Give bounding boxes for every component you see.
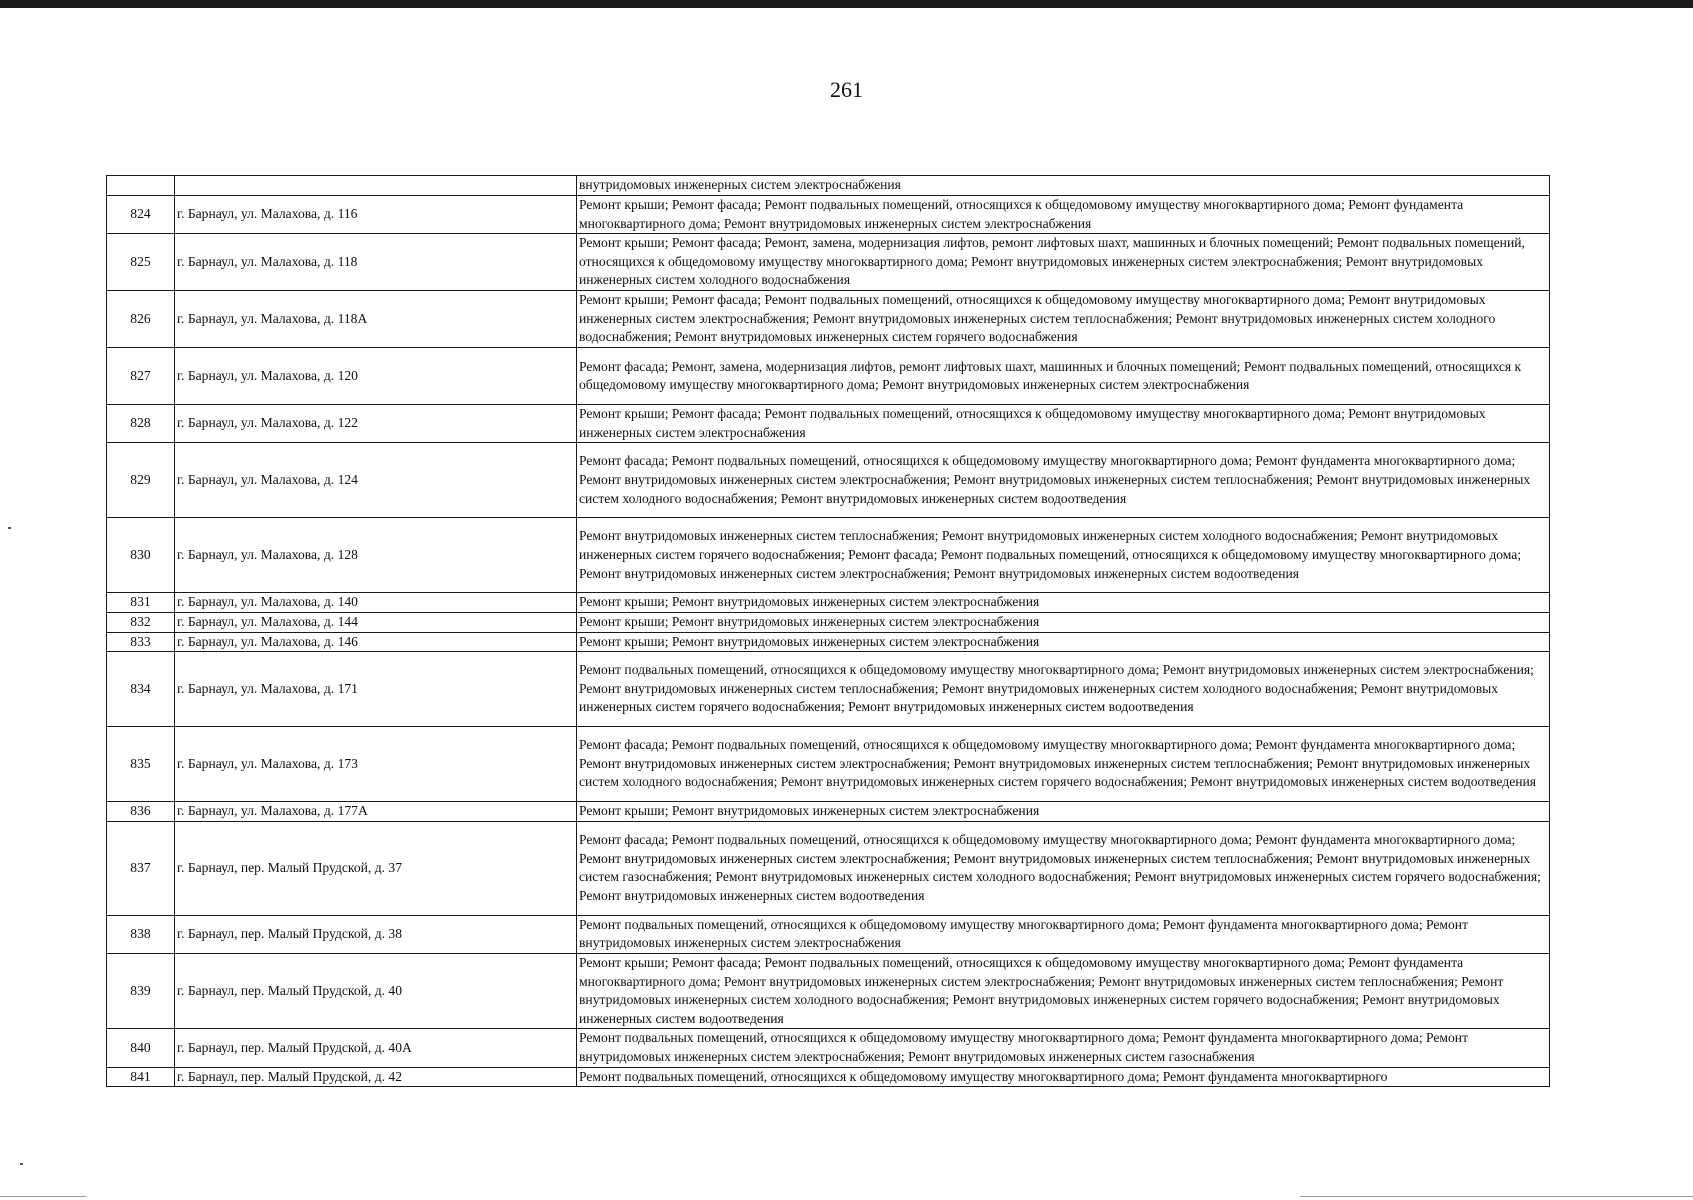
row-number: 839 (107, 953, 175, 1028)
row-number: 835 (107, 727, 175, 802)
scan-top-border (0, 0, 1693, 8)
row-address: г. Барнаул, пер. Малый Прудской, д. 37 (175, 821, 577, 915)
scan-speck (20, 1163, 23, 1165)
row-works: Ремонт фасада; Ремонт подвальных помещений, относящихся к общедомовому имуществу многоквартирного дома; Ремонт фундамента многоквартирного дома; Ремонт внутридомовых инженерных систем электроснабжения; Ремонт внутридомовых инженерных систем теплоснабжения; Ремонт внутридомовых инженерных систем холодного водоснабжения; Ремонт внутридомовых инженерных систем горячего водоснабжения; Ремонт внутридомовых инженерных систем водоотведения (577, 727, 1550, 802)
table-row (107, 727, 1550, 802)
row-address: г. Барнаул, ул. Малахова, д. 120 (175, 348, 577, 405)
row-number (107, 176, 175, 196)
row-works: Ремонт крыши; Ремонт внутридомовых инженерных систем электроснабжения (577, 593, 1550, 613)
page-number: 261 (830, 77, 863, 102)
row-address: г. Барнаул, ул. Малахова, д. 146 (175, 632, 577, 652)
row-number: 829 (107, 443, 175, 518)
repair-register-table (106, 175, 1550, 1087)
row-number: 836 (107, 802, 175, 822)
table-row (107, 234, 1550, 291)
row-number: 834 (107, 652, 175, 727)
row-works: Ремонт фасада; Ремонт подвальных помещений, относящихся к общедомовому имуществу многоквартирного дома; Ремонт фундамента многоквартирного дома; Ремонт внутридомовых инженерных систем электроснабжения; Ремонт внутридомовых инженерных систем теплоснабжения; Ремонт внутридомовых инженерных систем газоснабжения; Ремонт внутридомовых инженерных систем холодного водоснабжения; Ремонт внутридомовых инженерных систем горячего водоснабжения; Ремонт внутридомовых инженерных систем водоотведения (577, 821, 1550, 915)
row-address: г. Барнаул, ул. Малахова, д. 122 (175, 405, 577, 443)
table-row (107, 802, 1550, 822)
row-number: 825 (107, 234, 175, 291)
row-number: 838 (107, 915, 175, 953)
table-row (107, 176, 1550, 196)
row-address: г. Барнаул, пер. Малый Прудской, д. 42 (175, 1067, 577, 1087)
row-works: Ремонт крыши; Ремонт фасада; Ремонт подвальных помещений, относящихся к общедомовому имуществу многоквартирного дома; Ремонт внутридомовых инженерных систем электроснабжения (577, 405, 1550, 443)
row-works: Ремонт подвальных помещений, относящихся к общедомовому имуществу многоквартирного дома; Ремонт внутридомовых инженерных систем электроснабжения; Ремонт внутридомовых инженерных систем теплоснабжения; Ремонт внутридомовых инженерных систем холодного водоснабжения; Ремонт внутридомовых инженерных систем горячего водоснабжения; Ремонт внутридомовых инженерных систем водоотведения (577, 652, 1550, 727)
table-row (107, 1067, 1550, 1087)
row-number: 832 (107, 612, 175, 632)
row-address: г. Барнаул, ул. Малахова, д. 118А (175, 291, 577, 348)
row-number: 840 (107, 1029, 175, 1067)
row-address (175, 176, 577, 196)
row-address: г. Барнаул, ул. Малахова, д. 116 (175, 196, 577, 234)
table-row (107, 291, 1550, 348)
row-address: г. Барнаул, пер. Малый Прудской, д. 38 (175, 915, 577, 953)
row-number: 827 (107, 348, 175, 405)
row-works: Ремонт крыши; Ремонт внутридомовых инженерных систем электроснабжения (577, 612, 1550, 632)
row-works: Ремонт фасада; Ремонт подвальных помещений, относящихся к общедомовому имуществу многоквартирного дома; Ремонт фундамента многоквартирного дома; Ремонт внутридомовых инженерных систем электроснабжения; Ремонт внутридомовых инженерных систем теплоснабжения; Ремонт внутридомовых инженерных систем холодного водоснабжения; Ремонт внутридомовых инженерных систем водоотведения (577, 443, 1550, 518)
table-row (107, 443, 1550, 518)
table-row (107, 612, 1550, 632)
table-row (107, 518, 1550, 593)
row-number: 828 (107, 405, 175, 443)
row-address: г. Барнаул, ул. Малахова, д. 173 (175, 727, 577, 802)
row-address: г. Барнаул, ул. Малахова, д. 171 (175, 652, 577, 727)
row-number: 826 (107, 291, 175, 348)
table-row (107, 632, 1550, 652)
row-number: 841 (107, 1067, 175, 1087)
row-number: 830 (107, 518, 175, 593)
scan-edge-line (0, 1196, 86, 1197)
row-number: 831 (107, 593, 175, 613)
table-row (107, 821, 1550, 915)
row-works: Ремонт крыши; Ремонт фасада; Ремонт подвальных помещений, относящихся к общедомовому имуществу многоквартирного дома; Ремонт фундамента многоквартирного дома; Ремонт внутридомовых инженерных систем электроснабжения; Ремонт внутридомовых инженерных систем теплоснабжения; Ремонт внутридомовых инженерных систем холодного водоснабжения; Ремонт внутридомовых инженерных систем горячего водоснабжения; Ремонт внутридомовых инженерных систем водоотведения (577, 953, 1550, 1028)
row-works: внутридомовых инженерных систем электроснабжения (577, 176, 1550, 196)
row-works: Ремонт крыши; Ремонт внутридомовых инженерных систем электроснабжения (577, 632, 1550, 652)
scan-edge-line (1300, 1196, 1693, 1197)
row-works: Ремонт внутридомовых инженерных систем теплоснабжения; Ремонт внутридомовых инженерных систем холодного водоснабжения; Ремонт внутридомовых инженерных систем горячего водоснабжения; Ремонт фасада; Ремонт подвальных помещений, относящихся к общедомовому имуществу многоквартирного дома; Ремонт внутридомовых инженерных систем электроснабжения; Ремонт внутридомовых инженерных систем водоотведения (577, 518, 1550, 593)
row-address: г. Барнаул, ул. Малахова, д. 118 (175, 234, 577, 291)
row-works: Ремонт подвальных помещений, относящихся к общедомовому имуществу многоквартирного дома; Ремонт фундамента многоквартирного (577, 1067, 1550, 1087)
row-number: 824 (107, 196, 175, 234)
row-address: г. Барнаул, пер. Малый Прудской, д. 40 (175, 953, 577, 1028)
row-works: Ремонт подвальных помещений, относящихся к общедомовому имуществу многоквартирного дома; Ремонт фундамента многоквартирного дома; Ремонт внутридомовых инженерных систем электроснабжения; Ремонт внутридомовых инженерных систем газоснабжения (577, 1029, 1550, 1067)
row-address: г. Барнаул, ул. Малахова, д. 124 (175, 443, 577, 518)
row-number: 833 (107, 632, 175, 652)
table-row (107, 593, 1550, 613)
row-address: г. Барнаул, пер. Малый Прудской, д. 40А (175, 1029, 577, 1067)
row-address: г. Барнаул, ул. Малахова, д. 128 (175, 518, 577, 593)
row-works: Ремонт крыши; Ремонт фасада; Ремонт подвальных помещений, относящихся к общедомовому имуществу многоквартирного дома; Ремонт внутридомовых инженерных систем электроснабжения; Ремонт внутридомовых инженерных систем теплоснабжения; Ремонт внутридомовых инженерных систем холодного водоснабжения; Ремонт внутридомовых инженерных систем горячего водоснабжения (577, 291, 1550, 348)
table-row (107, 953, 1550, 1028)
row-address: г. Барнаул, ул. Малахова, д. 177А (175, 802, 577, 822)
row-works: Ремонт крыши; Ремонт фасада; Ремонт, замена, модернизация лифтов, ремонт лифтовых шахт, машинных и блочных помещений; Ремонт подвальных помещений, относящихся к общедомовому имуществу многоквартирного дома; Ремонт внутридомовых инженерных систем электроснабжения; Ремонт внутридомовых инженерных систем холодного водоснабжения (577, 234, 1550, 291)
table-row (107, 196, 1550, 234)
row-works: Ремонт крыши; Ремонт фасада; Ремонт подвальных помещений, относящихся к общедомовому имуществу многоквартирного дома; Ремонт фундамента многоквартирного дома; Ремонт внутридомовых инженерных систем электроснабжения (577, 196, 1550, 234)
table-row (107, 652, 1550, 727)
table-row (107, 1029, 1550, 1067)
row-works: Ремонт крыши; Ремонт внутридомовых инженерных систем электроснабжения (577, 802, 1550, 822)
table-row (107, 915, 1550, 953)
table-row (107, 405, 1550, 443)
row-number: 837 (107, 821, 175, 915)
scan-speck (8, 527, 11, 529)
table-row (107, 348, 1550, 405)
row-address: г. Барнаул, ул. Малахова, д. 144 (175, 612, 577, 632)
row-works: Ремонт фасада; Ремонт, замена, модернизация лифтов, ремонт лифтовых шахт, машинных и блочных помещений; Ремонт подвальных помещений, относящихся к общедомовому имуществу многоквартирного дома; Ремонт внутридомовых инженерных систем электроснабжения (577, 348, 1550, 405)
row-address: г. Барнаул, ул. Малахова, д. 140 (175, 593, 577, 613)
row-works: Ремонт подвальных помещений, относящихся к общедомовому имуществу многоквартирного дома; Ремонт фундамента многоквартирного дома; Ремонт внутридомовых инженерных систем электроснабжения (577, 915, 1550, 953)
